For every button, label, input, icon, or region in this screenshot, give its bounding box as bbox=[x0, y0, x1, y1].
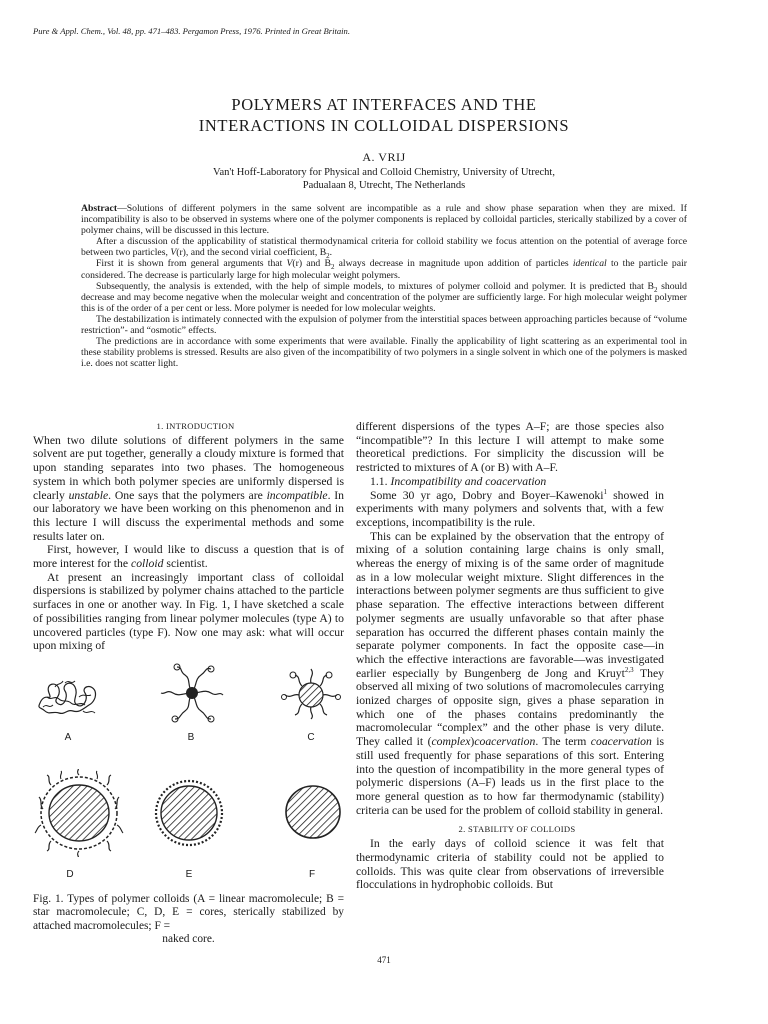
subsection-heading bbox=[356, 475, 664, 489]
body-text: showed in experiments with many polymers and solvents that, with a few exceptions, incompatibility is the rule. bbox=[356, 488, 664, 529]
body-text: This can be explained by the observation that the entropy of mixing of a solution containing large chains is only small, whereas the energy of mixing is of the same order of magnitude as in a low molecular weight mixture. Slight differences in the interactions between polymer segments are thus sufficient to give phase separation. The effective interactions between different polymer segments are usually unfavorable so that after phase separation has occurred the different phases contain mainly the separate polymer components. In fact the opposite case—in which the effective interactions are favorable—was investigated earlier especially by Bungenberg de Jong and Kruyt bbox=[356, 529, 664, 680]
core-thin-corona bbox=[149, 775, 229, 851]
section-heading: 1. INTRODUCTION bbox=[156, 421, 235, 431]
subscript: 2 bbox=[326, 252, 330, 261]
citation-ref: 1 bbox=[603, 487, 608, 496]
paper-title bbox=[0, 94, 768, 136]
body-paragraph bbox=[33, 543, 344, 570]
emphasis: coacervation bbox=[474, 735, 536, 749]
abstract-text: . bbox=[329, 247, 333, 259]
abstract-text: , and the second virial coefficient, B bbox=[185, 247, 327, 259]
right-column bbox=[356, 420, 664, 892]
abstract-paragraph: The predictions are in accordance with some experiments that were available. Finally the applicability of light scattering as an experimental tool in these stability problems is stressed. Results are also given of the incompatibility of two polymers in a single solvent in which one of the polymers is masked i.e. does not scatter light. bbox=[81, 336, 687, 370]
abstract-text: (r) bbox=[292, 258, 303, 270]
figure-1 bbox=[33, 661, 344, 891]
linear-polymer-coil bbox=[35, 673, 101, 719]
affiliation bbox=[0, 166, 768, 192]
figure-label-a: A bbox=[64, 731, 72, 743]
naked-core bbox=[281, 781, 345, 843]
subscript: 2 bbox=[330, 263, 335, 272]
body-text: First, however, I would like to discuss a question that is of more interest for the bbox=[33, 543, 344, 571]
body-text: . In our laboratory we have been working on this phenomenon and in this lecture I will discuss the experimental methods and some results later on. bbox=[33, 488, 345, 543]
body-paragraph bbox=[33, 434, 344, 544]
body-paragraph bbox=[356, 489, 664, 530]
body-paragraph: At present an increasingly important class of colloidal dispersions is stabilized by polymer chains attached to the particle surfaces in one or another way. In Fig. 1, I have sketched a scale of possibilities ranging from linear polymer molecules (type A) to uncovered particles (type F). Now one may ask: what will occur upon mixing of bbox=[33, 570, 344, 653]
page-number: 471 bbox=[377, 955, 391, 965]
body-text: . One says that the polymers are bbox=[108, 488, 267, 502]
affiliation-line-2: Padualaan 8, Utrecht, The Netherlands bbox=[302, 180, 466, 191]
abstract-text: to the particle pair considered. The decrease is particularly large for high molecular weight polymers. bbox=[81, 258, 687, 281]
abstract-paragraph bbox=[81, 281, 687, 314]
section-heading: 2. STABILITY OF COLLOIDS bbox=[458, 824, 576, 835]
body-paragraph: different dispersions of the types A–F; are those species also “incompatible”? In this lecture I will attempt to make some theoretical predictions. For simplicity the discussion will be restricted to mixtures of A (or B) with A–F. bbox=[356, 420, 664, 475]
body-text: Some 30 yr ago, Dobry and Boyer–Kawenoki bbox=[370, 488, 604, 502]
body-paragraph: In the early days of colloid science it was felt that thermodynamic criteria of stability could not be applied to colloids. This was quite clear from observations of irreversible flocculations in hydrophobic colloids. But bbox=[356, 837, 664, 892]
abstract-symbol: V bbox=[170, 247, 177, 259]
body-text: They observed all mixing of two solutions of macromolecules carrying ionized charges of opposite sign, gives a phase separation in which one of the phases contains predominantly the macromolecular “complex” and the other phase is very dilute. They called it ( bbox=[356, 666, 664, 749]
figure-caption bbox=[33, 893, 344, 946]
journal-citation: Pure & Appl. Chem., Vol. 48, pp. 471–483. Pergamon Press, 1976. Printed in Great Britain. bbox=[33, 26, 350, 36]
abstract-text: First it is shown from general arguments that bbox=[96, 258, 287, 270]
abstract-paragraph bbox=[81, 203, 687, 236]
caption-text: Fig. 1. Types of polymer colloids (A = linear macromolecule; B = star macromolecule; C, D, E = cores, sterically stabilized by attached macromolecules; F = bbox=[33, 892, 344, 932]
figure-label-d: D bbox=[66, 868, 74, 880]
citation-ref: 2,3 bbox=[624, 665, 634, 674]
author-name: A. VRIJ bbox=[362, 150, 406, 164]
emphasis: incompatible bbox=[266, 488, 328, 502]
abstract-text: (r) bbox=[176, 247, 186, 259]
subscript: 2 bbox=[653, 285, 658, 294]
figure-label-f: F bbox=[308, 868, 316, 880]
abstract-paragraph bbox=[81, 236, 687, 261]
star-polymer bbox=[157, 663, 227, 723]
subsection-number: 1.1. bbox=[370, 474, 391, 488]
emphasis: colloid bbox=[131, 557, 164, 571]
body-text: When two dilute solutions of different polymers in the same solvent are put together, generally a cloudy mixture is formed that upon standing separates into two phases. The homogeneous system in which both polymer species are uniformly dispersed is clearly bbox=[33, 433, 344, 502]
title-line-2: INTERACTIONS IN COLLOIDAL DISPERSIONS bbox=[198, 116, 570, 135]
core-dense-corona bbox=[33, 769, 125, 857]
abstract-text: should decrease and may become negative when the molecular weight and concentration of the polymer are sufficiently large. For high molecular weight polymer this is of the order of a per cent or less. More polymer is needed for low molecular weights. bbox=[81, 280, 687, 314]
body-paragraph bbox=[356, 530, 664, 818]
abstract-symbol: V bbox=[286, 258, 293, 270]
abstract-paragraph bbox=[81, 258, 687, 280]
abstract-text: and B bbox=[302, 258, 331, 270]
subsection-title: Incompatibility and coacervation bbox=[390, 474, 547, 488]
emphasis: coacervation bbox=[590, 735, 652, 749]
title-line-1: POLYMERS AT INTERFACES AND THE bbox=[231, 95, 537, 114]
abstract-emphasis: identical bbox=[572, 258, 607, 270]
abstract-text: —Solutions of different polymers in the same solvent are incompatible as a rule and show phase separation when they are mixed. If incompatibility is also to be observed in systems where one of the polymer components is replaced by colloidal particles, sterically stabilized by a cover of polymer chains, will be discussed in this lecture. bbox=[81, 203, 687, 237]
abstract-text: always decrease in magnitude upon addition of particles bbox=[334, 258, 573, 270]
figure-label-b: B bbox=[187, 731, 195, 743]
affiliation-line-1: Van't Hoff-Laboratory for Physical and Colloid Chemistry, University of Utrecht, bbox=[213, 167, 555, 178]
caption-last-line: naked core. bbox=[162, 932, 215, 945]
abstract bbox=[81, 203, 687, 369]
emphasis: unstable bbox=[68, 488, 109, 502]
left-column bbox=[33, 420, 344, 946]
core-with-corona bbox=[281, 667, 341, 721]
figure-label-e: E bbox=[185, 868, 193, 880]
abstract-paragraph: The destabilization is intimately connected with the expulsion of polymer from the interstitial spaces between approaching particles because of “volume restriction”- and “osmotic” effects. bbox=[81, 313, 687, 337]
emphasis: complex bbox=[431, 735, 471, 749]
body-text: ) bbox=[470, 735, 475, 749]
abstract-lead: Abstract bbox=[81, 203, 118, 214]
body-text: scientist. bbox=[163, 557, 208, 571]
figure-label-c: C bbox=[307, 731, 315, 743]
abstract-text: Subsequently, the analysis is extended, with the help of simple models, to mixtures of polymer colloid and polymer. It is predicted that B bbox=[96, 280, 654, 292]
body-text: . The term bbox=[535, 735, 591, 749]
abstract-text: After a discussion of the applicability of statistical thermodynamical criteria for colloid stability we focus attention on the potential of average force between two particles, bbox=[81, 236, 687, 259]
body-text: is still used frequently for phase separations of this sort. Entering into the question of incompatibility in the more general types of polymeric dispersions (A–F) leads us in the first place to the more general question as to how far thermodynamic (stability) criteria can be used for the problem of colloid stability in general. bbox=[356, 735, 664, 817]
